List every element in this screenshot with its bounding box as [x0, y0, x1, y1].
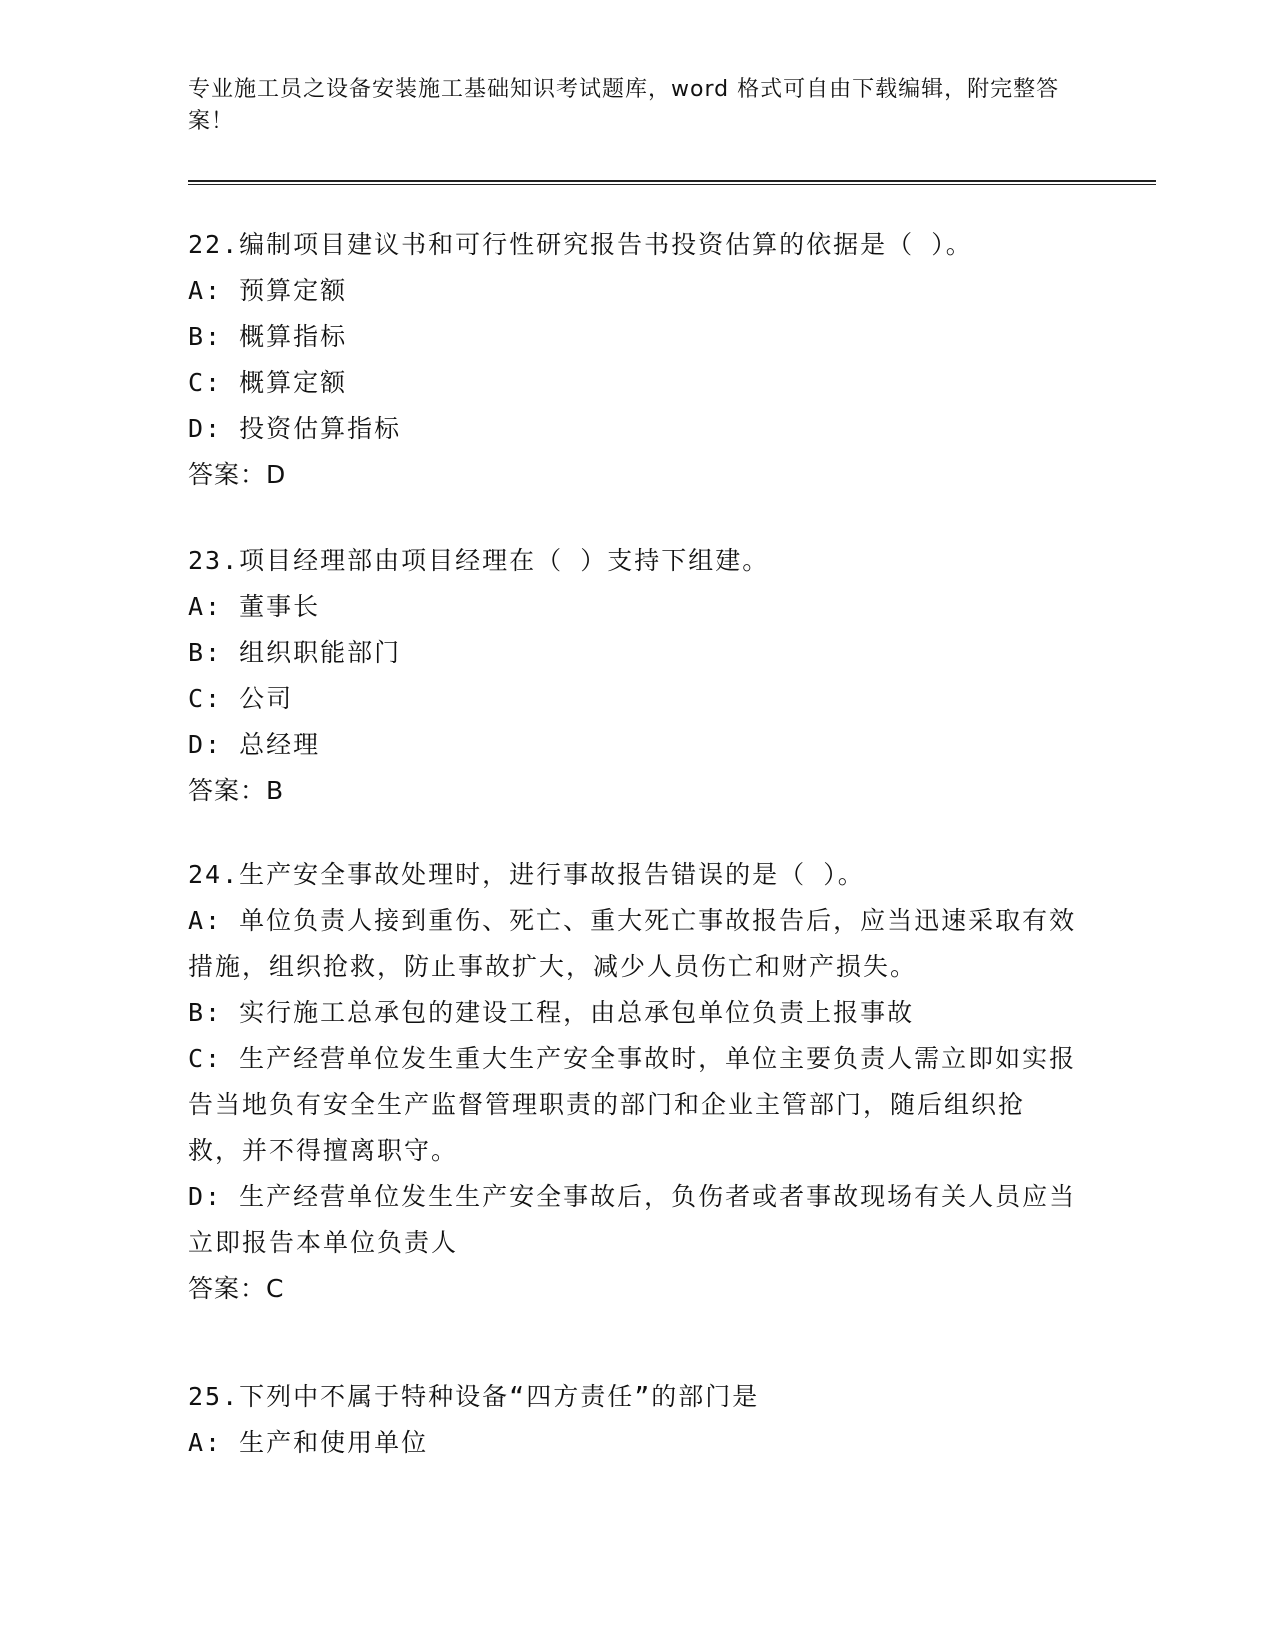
option-a: A: 预算定额 — [188, 276, 348, 305]
header-divider — [188, 180, 1156, 185]
option-d: D: 总经理 — [188, 730, 321, 759]
answer: 答案：C — [188, 1274, 285, 1303]
document-header: 专业施工员之设备安装施工基础知识考试题库，word 格式可自由下载编辑，附完整答案！ — [188, 77, 1060, 134]
question-stem: 23.项目经理部由项目经理在（ ）支持下组建。 — [188, 546, 770, 575]
option-c: C: 生产经营单位发生重大生产安全事故时，单位主要负责人需立即如实报告当地负有安全生产监督管理职责的部门和企业主管部门，随后组织抢救，并不得擅离职守。 — [188, 1044, 1077, 1165]
option-b: B: 组织职能部门 — [188, 638, 402, 667]
option-b: B: 实行施工总承包的建设工程，由总承包单位负责上报事故 — [188, 998, 915, 1027]
question-24 — [188, 852, 1078, 1312]
question-25 — [188, 1374, 1078, 1466]
option-d: D: 投资估算指标 — [188, 414, 402, 443]
question-stem: 25.下列中不属于特种设备“四方责任”的部门是 — [188, 1382, 760, 1411]
answer: 答案：B — [188, 776, 285, 805]
question-22 — [188, 222, 1078, 498]
option-c: C: 概算定额 — [188, 368, 348, 397]
question-stem: 24.生产安全事故处理时，进行事故报告错误的是（ ）。 — [188, 860, 865, 889]
option-b: B: 概算指标 — [188, 322, 348, 351]
option-a: A: 生产和使用单位 — [188, 1428, 429, 1457]
question-stem: 22.编制项目建议书和可行性研究报告书投资估算的依据是（ ）。 — [188, 230, 973, 259]
option-c: C: 公司 — [188, 684, 294, 713]
option-a: A: 董事长 — [188, 592, 321, 621]
option-a: A: 单位负责人接到重伤、死亡、重大死亡事故报告后，应当迅速采取有效措施，组织抢救，防止事故扩大，减少人员伤亡和财产损失。 — [188, 906, 1077, 981]
option-d: D: 生产经营单位发生生产安全事故后，负伤者或者事故现场有关人员应当立即报告本单位负责人 — [188, 1182, 1077, 1257]
answer: 答案：D — [188, 460, 287, 489]
question-23 — [188, 538, 1078, 814]
